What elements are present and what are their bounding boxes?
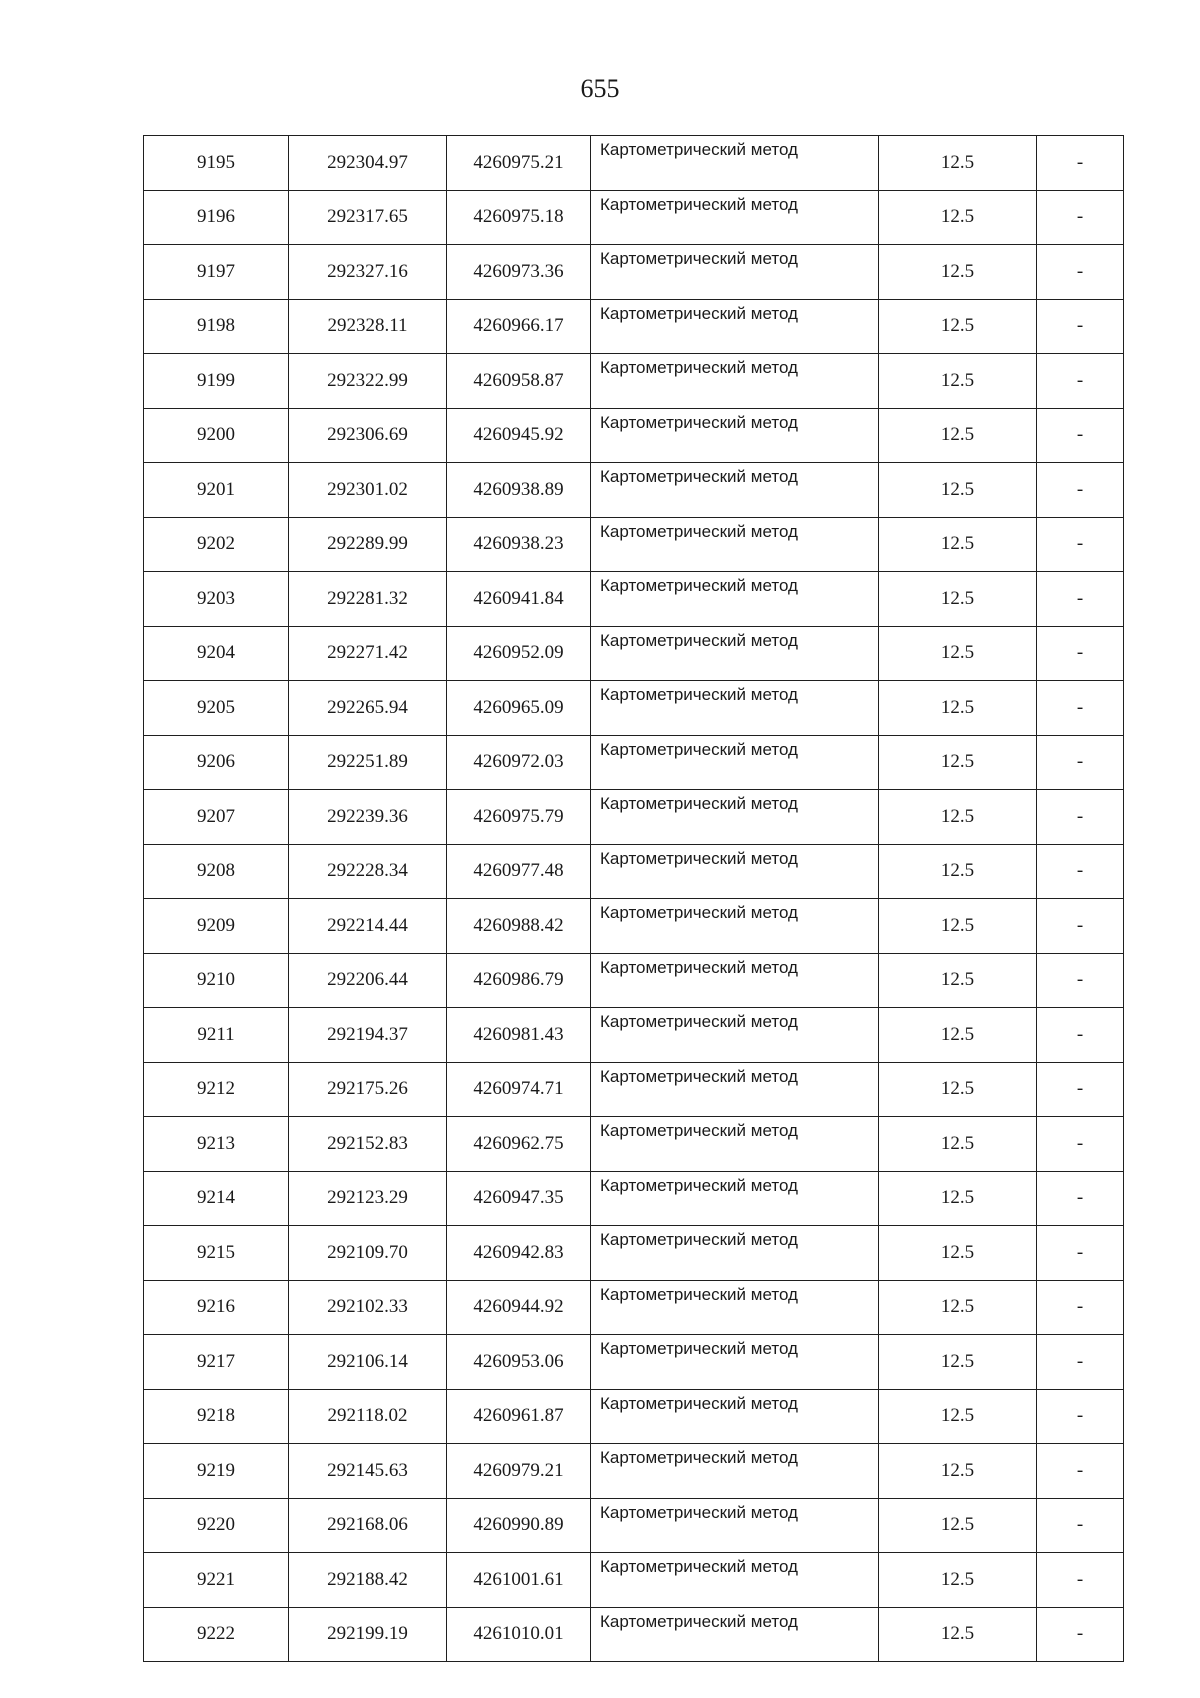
- x-coordinate-cell: 292322.99: [289, 354, 447, 409]
- note-cell: -: [1037, 1444, 1124, 1499]
- y-coordinate-cell: 4260986.79: [447, 953, 591, 1008]
- y-coordinate-cell: 4261010.01: [447, 1607, 591, 1662]
- x-coordinate-cell: 292304.97: [289, 136, 447, 191]
- method-cell: Картометрический метод: [591, 245, 879, 300]
- method-cell: Картометрический метод: [591, 1008, 879, 1063]
- x-coordinate-cell: 292317.65: [289, 190, 447, 245]
- point-number-cell: 9213: [144, 1117, 289, 1172]
- point-number-cell: 9202: [144, 517, 289, 572]
- y-coordinate-cell: 4260979.21: [447, 1444, 591, 1499]
- y-coordinate-cell: 4260953.06: [447, 1335, 591, 1390]
- table-row: [144, 1171, 1124, 1226]
- x-coordinate-cell: 292289.99: [289, 517, 447, 572]
- y-coordinate-cell: 4260975.18: [447, 190, 591, 245]
- table-row: [144, 190, 1124, 245]
- method-cell: Картометрический метод: [591, 1117, 879, 1172]
- note-cell: -: [1037, 844, 1124, 899]
- precision-cell: 12.5: [879, 1444, 1037, 1499]
- table-row: [144, 354, 1124, 409]
- note-cell: -: [1037, 681, 1124, 736]
- note-cell: -: [1037, 899, 1124, 954]
- point-number-cell: 9206: [144, 735, 289, 790]
- point-number-cell: 9203: [144, 572, 289, 627]
- point-number-cell: 9214: [144, 1171, 289, 1226]
- method-cell: Картометрический метод: [591, 354, 879, 409]
- precision-cell: 12.5: [879, 899, 1037, 954]
- x-coordinate-cell: 292102.33: [289, 1280, 447, 1335]
- method-cell: Картометрический метод: [591, 463, 879, 518]
- table-row: [144, 681, 1124, 736]
- note-cell: -: [1037, 299, 1124, 354]
- y-coordinate-cell: 4260944.92: [447, 1280, 591, 1335]
- x-coordinate-cell: 292194.37: [289, 1008, 447, 1063]
- precision-cell: 12.5: [879, 1335, 1037, 1390]
- precision-cell: 12.5: [879, 1389, 1037, 1444]
- point-number-cell: 9198: [144, 299, 289, 354]
- x-coordinate-cell: 292214.44: [289, 899, 447, 954]
- method-cell: Картометрический метод: [591, 572, 879, 627]
- y-coordinate-cell: 4260962.75: [447, 1117, 591, 1172]
- note-cell: -: [1037, 1171, 1124, 1226]
- point-number-cell: 9204: [144, 626, 289, 681]
- note-cell: -: [1037, 1389, 1124, 1444]
- y-coordinate-cell: 4260952.09: [447, 626, 591, 681]
- precision-cell: 12.5: [879, 190, 1037, 245]
- table-row: [144, 1444, 1124, 1499]
- table-row: [144, 844, 1124, 899]
- x-coordinate-cell: 292188.42: [289, 1553, 447, 1608]
- x-coordinate-cell: 292251.89: [289, 735, 447, 790]
- table-row: [144, 1008, 1124, 1063]
- table-body: [144, 136, 1124, 1662]
- point-number-cell: 9199: [144, 354, 289, 409]
- point-number-cell: 9196: [144, 190, 289, 245]
- y-coordinate-cell: 4260965.09: [447, 681, 591, 736]
- table-row: [144, 408, 1124, 463]
- precision-cell: 12.5: [879, 1607, 1037, 1662]
- method-cell: Картометрический метод: [591, 681, 879, 736]
- point-number-cell: 9210: [144, 953, 289, 1008]
- x-coordinate-cell: 292228.34: [289, 844, 447, 899]
- table-row: [144, 1062, 1124, 1117]
- y-coordinate-cell: 4260961.87: [447, 1389, 591, 1444]
- precision-cell: 12.5: [879, 1280, 1037, 1335]
- method-cell: Картометрический метод: [591, 626, 879, 681]
- point-number-cell: 9215: [144, 1226, 289, 1281]
- note-cell: -: [1037, 626, 1124, 681]
- table-row: [144, 1553, 1124, 1608]
- precision-cell: 12.5: [879, 1008, 1037, 1063]
- point-number-cell: 9222: [144, 1607, 289, 1662]
- x-coordinate-cell: 292175.26: [289, 1062, 447, 1117]
- x-coordinate-cell: 292152.83: [289, 1117, 447, 1172]
- precision-cell: 12.5: [879, 1553, 1037, 1608]
- precision-cell: 12.5: [879, 463, 1037, 518]
- method-cell: Картометрический метод: [591, 1335, 879, 1390]
- y-coordinate-cell: 4260947.35: [447, 1171, 591, 1226]
- note-cell: -: [1037, 1607, 1124, 1662]
- point-number-cell: 9209: [144, 899, 289, 954]
- x-coordinate-cell: 292123.29: [289, 1171, 447, 1226]
- y-coordinate-cell: 4260975.21: [447, 136, 591, 191]
- x-coordinate-cell: 292109.70: [289, 1226, 447, 1281]
- note-cell: -: [1037, 190, 1124, 245]
- method-cell: Картометрический метод: [591, 1389, 879, 1444]
- note-cell: -: [1037, 517, 1124, 572]
- table-row: [144, 1280, 1124, 1335]
- y-coordinate-cell: 4260975.79: [447, 790, 591, 845]
- y-coordinate-cell: 4260973.36: [447, 245, 591, 300]
- y-coordinate-cell: 4260942.83: [447, 1226, 591, 1281]
- method-cell: Картометрический метод: [591, 953, 879, 1008]
- y-coordinate-cell: 4260941.84: [447, 572, 591, 627]
- precision-cell: 12.5: [879, 1062, 1037, 1117]
- note-cell: -: [1037, 408, 1124, 463]
- page-number: 655: [580, 74, 620, 103]
- precision-cell: 12.5: [879, 1117, 1037, 1172]
- x-coordinate-cell: 292168.06: [289, 1498, 447, 1553]
- precision-cell: 12.5: [879, 626, 1037, 681]
- x-coordinate-cell: 292106.14: [289, 1335, 447, 1390]
- x-coordinate-cell: 292206.44: [289, 953, 447, 1008]
- table-row: [144, 953, 1124, 1008]
- note-cell: -: [1037, 1280, 1124, 1335]
- x-coordinate-cell: 292271.42: [289, 626, 447, 681]
- note-cell: -: [1037, 354, 1124, 409]
- y-coordinate-cell: 4260972.03: [447, 735, 591, 790]
- y-coordinate-cell: 4260988.42: [447, 899, 591, 954]
- note-cell: -: [1037, 463, 1124, 518]
- precision-cell: 12.5: [879, 517, 1037, 572]
- note-cell: -: [1037, 572, 1124, 627]
- precision-cell: 12.5: [879, 354, 1037, 409]
- note-cell: -: [1037, 790, 1124, 845]
- point-number-cell: 9212: [144, 1062, 289, 1117]
- note-cell: -: [1037, 953, 1124, 1008]
- y-coordinate-cell: 4260974.71: [447, 1062, 591, 1117]
- precision-cell: 12.5: [879, 299, 1037, 354]
- coordinates-table: [143, 135, 1124, 1662]
- note-cell: -: [1037, 1335, 1124, 1390]
- precision-cell: 12.5: [879, 245, 1037, 300]
- table-row: [144, 517, 1124, 572]
- x-coordinate-cell: 292145.63: [289, 1444, 447, 1499]
- x-coordinate-cell: 292118.02: [289, 1389, 447, 1444]
- x-coordinate-cell: 292306.69: [289, 408, 447, 463]
- method-cell: Картометрический метод: [591, 1226, 879, 1281]
- method-cell: Картометрический метод: [591, 790, 879, 845]
- point-number-cell: 9201: [144, 463, 289, 518]
- table-row: [144, 136, 1124, 191]
- y-coordinate-cell: 4260990.89: [447, 1498, 591, 1553]
- x-coordinate-cell: 292327.16: [289, 245, 447, 300]
- precision-cell: 12.5: [879, 953, 1037, 1008]
- table-row: [144, 1389, 1124, 1444]
- table-row: [144, 899, 1124, 954]
- y-coordinate-cell: 4260945.92: [447, 408, 591, 463]
- x-coordinate-cell: 292328.11: [289, 299, 447, 354]
- y-coordinate-cell: 4261001.61: [447, 1553, 591, 1608]
- point-number-cell: 9216: [144, 1280, 289, 1335]
- method-cell: Картометрический метод: [591, 1280, 879, 1335]
- table-row: [144, 735, 1124, 790]
- precision-cell: 12.5: [879, 790, 1037, 845]
- point-number-cell: 9218: [144, 1389, 289, 1444]
- method-cell: Картометрический метод: [591, 1553, 879, 1608]
- point-number-cell: 9221: [144, 1553, 289, 1608]
- y-coordinate-cell: 4260966.17: [447, 299, 591, 354]
- method-cell: Картометрический метод: [591, 408, 879, 463]
- point-number-cell: 9200: [144, 408, 289, 463]
- x-coordinate-cell: 292199.19: [289, 1607, 447, 1662]
- note-cell: -: [1037, 1498, 1124, 1553]
- method-cell: Картометрический метод: [591, 1171, 879, 1226]
- x-coordinate-cell: 292301.02: [289, 463, 447, 518]
- table-row: [144, 1335, 1124, 1390]
- table-row: [144, 1498, 1124, 1553]
- table-row: [144, 1607, 1124, 1662]
- point-number-cell: 9197: [144, 245, 289, 300]
- precision-cell: 12.5: [879, 1498, 1037, 1553]
- note-cell: -: [1037, 136, 1124, 191]
- method-cell: Картометрический метод: [591, 190, 879, 245]
- point-number-cell: 9207: [144, 790, 289, 845]
- precision-cell: 12.5: [879, 408, 1037, 463]
- table-row: [144, 299, 1124, 354]
- y-coordinate-cell: 4260958.87: [447, 354, 591, 409]
- table-row: [144, 463, 1124, 518]
- method-cell: Картометрический метод: [591, 1498, 879, 1553]
- precision-cell: 12.5: [879, 1226, 1037, 1281]
- table-row: [144, 626, 1124, 681]
- note-cell: -: [1037, 245, 1124, 300]
- point-number-cell: 9205: [144, 681, 289, 736]
- x-coordinate-cell: 292281.32: [289, 572, 447, 627]
- y-coordinate-cell: 4260977.48: [447, 844, 591, 899]
- method-cell: Картометрический метод: [591, 517, 879, 572]
- note-cell: -: [1037, 1553, 1124, 1608]
- precision-cell: 12.5: [879, 136, 1037, 191]
- point-number-cell: 9211: [144, 1008, 289, 1063]
- method-cell: Картометрический метод: [591, 1062, 879, 1117]
- table-row: [144, 1117, 1124, 1172]
- point-number-cell: 9220: [144, 1498, 289, 1553]
- x-coordinate-cell: 292265.94: [289, 681, 447, 736]
- y-coordinate-cell: 4260938.89: [447, 463, 591, 518]
- note-cell: -: [1037, 1226, 1124, 1281]
- table-row: [144, 245, 1124, 300]
- note-cell: -: [1037, 735, 1124, 790]
- method-cell: Картометрический метод: [591, 1444, 879, 1499]
- method-cell: Картометрический метод: [591, 899, 879, 954]
- table-row: [144, 790, 1124, 845]
- method-cell: Картометрический метод: [591, 1607, 879, 1662]
- method-cell: Картометрический метод: [591, 735, 879, 790]
- point-number-cell: 9208: [144, 844, 289, 899]
- method-cell: Картометрический метод: [591, 299, 879, 354]
- table-row: [144, 572, 1124, 627]
- note-cell: -: [1037, 1117, 1124, 1172]
- point-number-cell: 9219: [144, 1444, 289, 1499]
- precision-cell: 12.5: [879, 735, 1037, 790]
- point-number-cell: 9195: [144, 136, 289, 191]
- precision-cell: 12.5: [879, 681, 1037, 736]
- precision-cell: 12.5: [879, 572, 1037, 627]
- table-row: [144, 1226, 1124, 1281]
- x-coordinate-cell: 292239.36: [289, 790, 447, 845]
- precision-cell: 12.5: [879, 1171, 1037, 1226]
- precision-cell: 12.5: [879, 844, 1037, 899]
- method-cell: Картометрический метод: [591, 844, 879, 899]
- note-cell: -: [1037, 1062, 1124, 1117]
- y-coordinate-cell: 4260981.43: [447, 1008, 591, 1063]
- method-cell: Картометрический метод: [591, 136, 879, 191]
- point-number-cell: 9217: [144, 1335, 289, 1390]
- note-cell: -: [1037, 1008, 1124, 1063]
- y-coordinate-cell: 4260938.23: [447, 517, 591, 572]
